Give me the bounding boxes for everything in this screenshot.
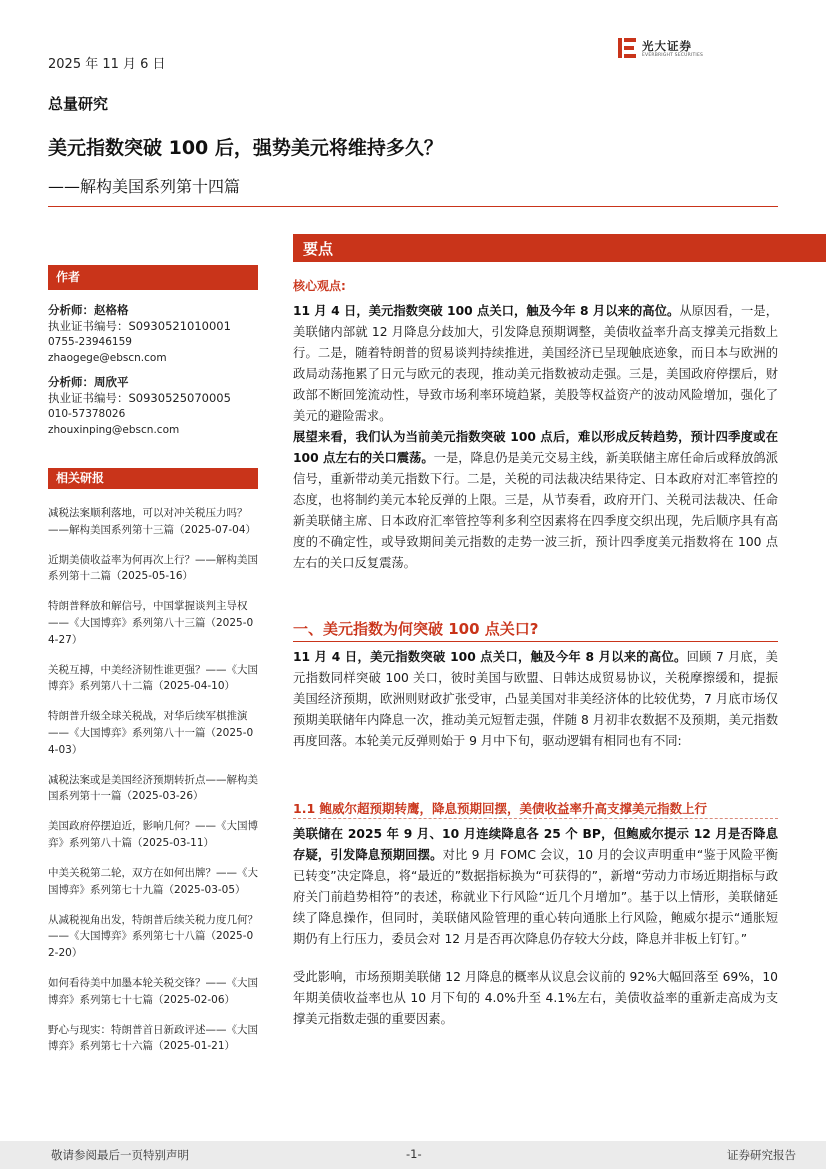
- paragraph-4: [293, 824, 778, 950]
- analyst-cert: 执业证书编号：S0930521010001: [48, 319, 231, 333]
- everbright-logo-icon: [616, 37, 638, 59]
- analyst-phone: 010-57378026: [48, 408, 126, 420]
- analyst-email[interactable]: zhouxinping@ebscn.com: [48, 424, 180, 436]
- analyst-name: 分析师：赵格格: [48, 303, 129, 317]
- related-report-item[interactable]: 特朗普释放和解信号，中国掌握谈判主导权——《大国博弈》系列第八十三篇（2025-04-27）: [48, 600, 254, 646]
- analyst-1: [48, 302, 258, 366]
- related-report-item[interactable]: 野心与现实：特朗普首日新政评述——《大国博弈》系列第七十六篇（2025-01-21）: [48, 1023, 258, 1053]
- analyst-cert: 执业证书编号：S0930525070005: [48, 391, 231, 405]
- paragraph-5-body: 受此影响，市场预期美联储 12 月降息的概率从议息会议前的 92%大幅回落至 69%，10 年期美债收益率也从 10 月下旬的 4.0%升至 4.1%左右，美债收益率的重新走高成为支撑美元指数走强的重要因素。: [293, 970, 778, 1026]
- analyst-name: 分析师：周欣平: [48, 375, 129, 389]
- section-1-title: 一、美元指数为何突破 100 点关口?: [293, 620, 539, 638]
- paragraph-1: [293, 301, 778, 427]
- related-heading-label: 相关研报: [56, 471, 105, 485]
- related-report-item[interactable]: 特朗普升级全球关税战，对华后续军棋推演——《大国博弈》系列第八十一篇（2025-04-03）: [48, 710, 254, 756]
- section-1-rule: [293, 641, 778, 642]
- paragraph-1-body: 从原因看，一是，美联储内部就 12 月降息分歧加大，引发降息预期调整，美债收益率升高支撑美元指数上行。二是，随着特朗普的贸易谈判持续推进，美国经济已呈现触底迹象，而日本与欧洲的政局动荡拖累了日元与欧元的表现，推动美元指数被动走强。三是，美国政府停摆后，财政部不断回笼流动性，导致市场利率环境趋紧，美股等权益资产的波动风险增加，强化了美元的避险需求。: [293, 304, 778, 423]
- brand-logo: [616, 37, 706, 61]
- core-view-label: 核心观点:: [293, 279, 346, 293]
- related-heading-rule: [48, 488, 258, 489]
- logo-text-cn: 光大证券: [642, 39, 692, 53]
- author-heading-rule: [48, 289, 258, 290]
- page-footer: [0, 1141, 826, 1169]
- related-report-item[interactable]: 美国政府停摆迫近，影响几何？——《大国博弈》系列第八十篇（2025-03-11）: [48, 820, 258, 849]
- paragraph-3-lead: 11 月 4 日，美元指数突破 100 点关口，触及今年 8 月以来的高位。: [293, 650, 687, 664]
- related-report-item[interactable]: 减税法案顺利落地，可以对冲关税压力吗？——解构美国系列第十三篇（2025-07-04）: [48, 507, 257, 536]
- related-report-item[interactable]: 减税法案或是美国经济预期转折点——解构美国系列第十一篇（2025-03-26）: [48, 773, 258, 803]
- author-heading-label: 作者: [56, 270, 81, 284]
- paragraph-4-lead: 美联储在 2025 年 9 月、10 月连续降息各 25 个 BP，但鲍威尔提示 12 月是否降息存疑，引发降息预期回摆。: [293, 827, 778, 862]
- paragraph-2-lead: 展望来看，我们认为当前美元指数突破 100 点后，难以形成反转趋势，预计四季度或在 100 点左右的关口震荡。: [293, 430, 778, 465]
- related-report-item[interactable]: 关税互搏，中美经济韧性谁更强？——《大国博弈》系列第八十二篇（2025-04-10）: [48, 663, 258, 693]
- related-report-item[interactable]: 近期美债收益率为何再次上行？——解构美国系列第十二篇（2025-05-16）: [48, 553, 258, 583]
- subsection-1-1-title: 1.1 鲍威尔超预期转鹰，降息预期回摆，美债收益率升高支撑美元指数上行: [293, 801, 707, 816]
- related-reports-list: [48, 505, 258, 1068]
- logo-text-en: EVERBRIGHT SECURITIES: [642, 53, 704, 58]
- footer-doc-type: 证券研究报告: [727, 1148, 796, 1162]
- paragraph-3: [293, 647, 778, 752]
- related-report-item[interactable]: 从减税视角出发，特朗普后续关税力度几何？——《大国博弈》系列第七十八篇（2025-02-20）: [48, 913, 258, 959]
- report-title: 美元指数突破 100 后，强势美元将维持多久？: [48, 137, 443, 159]
- header-divider: [48, 206, 778, 207]
- paragraph-3-body: 回顾 7 月底，美元指数同样突破 100 关口，彼时美国与欧盟、日韩达成贸易协议，关税摩擦缓和，提振美国经济预期，欧洲则财政扩张受审，凸显美国对非美经济体的比较优势，7 月底市场仅预期美联储年内降息一次，推动美元短暂走强，伴随 8 月初非农数据不及预期，美元指数再度回落。本轮美元反弹则始于 9 月中下旬，驱动逻辑有相同也有不同:: [293, 650, 778, 748]
- related-heading: [48, 468, 258, 488]
- paragraph-2: [293, 427, 778, 574]
- page-number: -1-: [406, 1147, 422, 1161]
- key-points-heading: [293, 234, 826, 262]
- report-subtitle: ——解构美国系列第十四篇: [48, 177, 241, 196]
- analyst-email[interactable]: zhaogege@ebscn.com: [48, 352, 167, 364]
- footer-disclaimer: 敬请参阅最后一页特别声明: [51, 1148, 189, 1162]
- subsection-1-1-rule: [293, 818, 778, 819]
- analyst-2: [48, 374, 258, 438]
- paragraph-5: [293, 967, 778, 1030]
- report-date: 2025 年 11 月 6 日: [48, 57, 166, 72]
- paragraph-4-body: 对比 9 月 FOMC 会议，10 月的会议声明重申“鉴于风险平衡已转变”决定降息，将“最近的”数据指标换为“可获得的”，新增“劳动力市场近期指标与政府关门前趋势相符”的表述，称就业下行风险“近几个月增加”。基于以上情形，美联储延续了降息操作，但同时，美联储风险管理的重心转向通胀上行风险，鲍威尔提示“通胀短期仍有上行压力，委员会对 12 月是否再次降息仍存较大分歧，降息并非板上钉钉。”: [293, 848, 778, 946]
- report-type: 总量研究: [48, 95, 109, 113]
- analyst-phone: 0755-23946159: [48, 336, 132, 348]
- key-points-label: 要点: [303, 240, 334, 258]
- paragraph-2-body: 一是，降息仍是美元交易主线，新美联储主席任命后或释放鸽派信号，重新带动美元指数下行。二是，关税的司法裁决结果待定、日本政府对汇率管控的态度，也将制约美元本轮反弹的上限。三是，从节奏看，政府开门、关税司法裁决、任命新美联储主席、日本政府汇率管控等利多利空因素将在四季度交织出现，先后顺序具有高度的不确定性，或导致期间美元指数的走势一波三折，预计四季度美元指数将在 100 点左右的关口反复震荡。: [293, 451, 778, 570]
- related-report-item[interactable]: 如何看待美中加墨本轮关税交锋？——《大国博弈》系列第七十七篇（2025-02-06）: [48, 976, 258, 1006]
- related-report-item[interactable]: 中美关税第二轮，双方在如何出牌？——《大国博弈》系列第七十九篇（2025-03-05）: [48, 867, 258, 896]
- author-heading: [48, 265, 258, 289]
- paragraph-1-lead: 11 月 4 日，美元指数突破 100 点关口，触及今年 8 月以来的高位。: [293, 304, 680, 318]
